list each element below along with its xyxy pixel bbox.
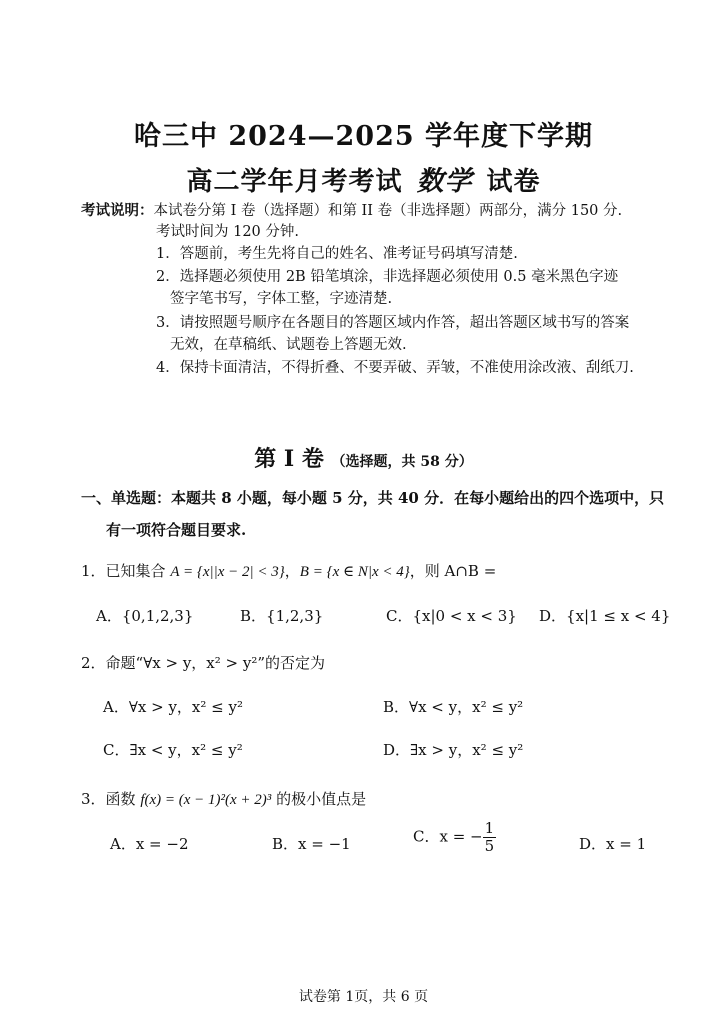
fraction-denominator: 5 — [484, 837, 495, 855]
q3-option-c-fraction — [483, 820, 497, 855]
q2-option-a: A．∀x > y，x² ≤ y² — [103, 698, 243, 716]
subject-name: 数学 — [416, 166, 473, 197]
exam-subtitle — [0, 159, 727, 198]
exam-title: 哈三中 2024—2025 学年度下学期 — [133, 121, 594, 152]
instructions-label: 考试说明： — [81, 202, 154, 219]
q3-option-b: B．x = −1 — [272, 835, 351, 853]
fraction-numerator: 1 — [484, 819, 495, 837]
q2-option-b: B．∀x < y，x² ≤ y² — [383, 698, 524, 716]
part-heading-line1: 一、单选题：本题共 8 小题，每小题 5 分，共 40 分．在每小题给出的四个选项中，只 — [81, 489, 665, 507]
q2-option-c: C．∃x < y，x² ≤ y² — [103, 741, 243, 759]
q3-suffix: 的极小值点是 — [276, 790, 367, 808]
section-title — [0, 442, 727, 473]
instruction-item: 4．保持卡面清洁，不得折叠、不要弄破、弄皱，不准使用涂改液、刮纸刀. — [156, 360, 634, 376]
instructions-line2: 考试时间为 120 分钟. — [156, 224, 300, 240]
question-3 — [81, 788, 366, 809]
subtitle-left: 高二学年月考考试 — [186, 167, 403, 197]
q3-formula: f(x) = (x − 1)²(x + 2)³ — [140, 792, 272, 808]
q2-option-d: D．∃x > y，x² ≤ y² — [383, 741, 524, 759]
q1-option-a: A．{0,1,2,3} — [96, 607, 194, 625]
q1-option-b: B．{1,2,3} — [240, 607, 324, 625]
q1-set-b: B = {x ∈ N|x < 4} — [299, 564, 410, 580]
section-note: （选择题，共 58 分） — [331, 454, 473, 470]
question-1 — [81, 560, 496, 581]
instruction-item: 无效，在草稿纸、试题卷上答题无效. — [170, 337, 407, 353]
subtitle-right: 试卷 — [486, 167, 541, 197]
q3-option-a: A．x = −2 — [110, 835, 189, 853]
q1-option-d: D．{x|1 ≤ x < 4} — [539, 607, 671, 625]
q1-prefix: 1．已知集合 — [81, 562, 166, 580]
instruction-item: 签字笔书写，字体工整，字迹清楚. — [170, 291, 393, 307]
q3-option-d: D．x = 1 — [579, 835, 647, 853]
instruction-item: 1．答题前，考生先将自己的姓名、准考证号码填写清楚. — [156, 246, 518, 262]
section-name: 第 I 卷 — [254, 446, 324, 472]
q1-suffix: ，则 A∩B = — [409, 562, 497, 580]
instructions-line1 — [81, 200, 622, 222]
page-footer: 试卷第 1页，共 6 页 — [298, 989, 429, 1005]
q3-option-c — [413, 820, 496, 855]
q1-set-a: A = {x||x − 2| < 3} — [170, 564, 285, 580]
instructions-text-1: 本试卷分第 I 卷（选择题）和第 II 卷（非选择题）两部分，满分 150 分. — [153, 203, 623, 219]
part-heading-line2: 有一项符合题目要求. — [106, 521, 247, 539]
question-2: 2．命题“∀x > y，x² > y²”的否定为 — [81, 654, 326, 672]
q3-option-c-label: C．x = − — [413, 827, 483, 846]
q1-sep: ， — [284, 562, 300, 580]
q3-prefix: 3．函数 — [81, 790, 136, 808]
instruction-item: 3．请按照题号顺序在各题目的答题区域内作答，超出答题区域书写的答案 — [156, 315, 630, 331]
instruction-item: 2．选择题必须使用 2B 铅笔填涂，非选择题必须使用 0.5 毫米黑色字迹 — [156, 269, 619, 285]
q1-option-c: C．{x|0 < x < 3} — [386, 607, 517, 625]
